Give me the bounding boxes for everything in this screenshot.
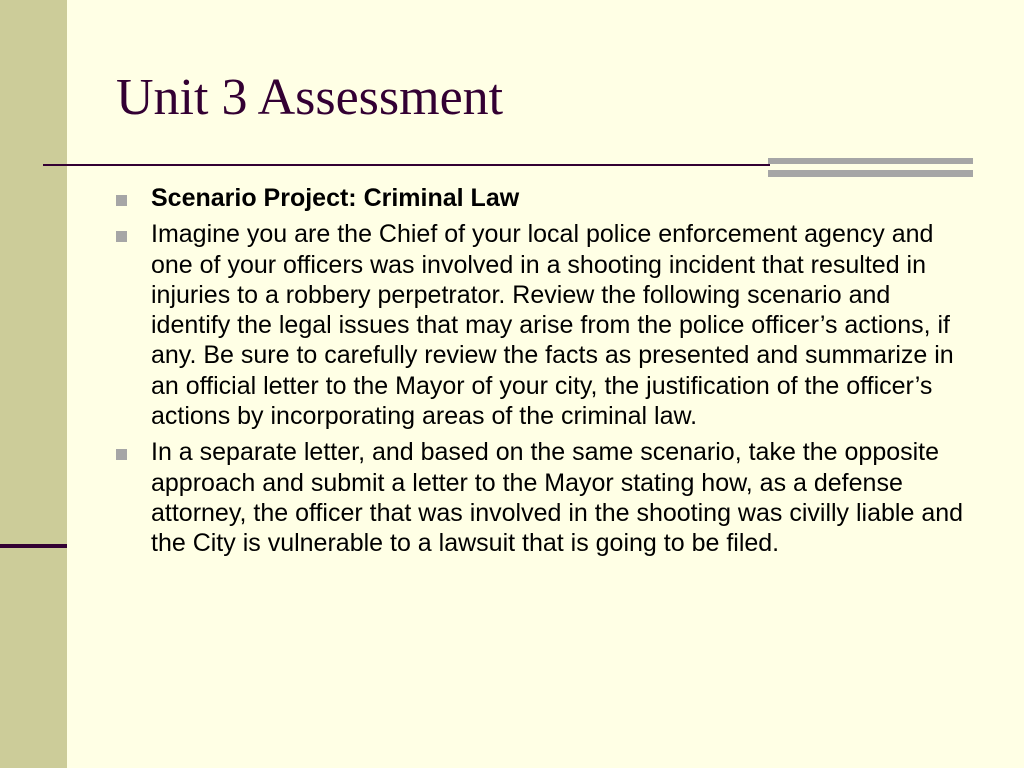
bullet-text: Imagine you are the Chief of your local police enforcement agency and one of your officers was involved in a shooting incident that resulted in injuries to a robbery perpetrator. Review the following scenario and identify the legal issues that may arise from the police officer’s actions, if any. Be sure to carefully review the facts as presented and summarize in an official letter to the Mayor of your city, the justification of the officer’s actions by incorporating areas of the criminal law. — [151, 220, 954, 431]
side-decoration-bar — [0, 0, 67, 768]
bullet-item-defense — [115, 437, 975, 558]
slide-title: Unit 3 Assessment — [116, 69, 504, 126]
accent-bar-top — [768, 158, 973, 164]
bullet-item-heading — [115, 183, 975, 213]
bullet-list — [115, 183, 975, 565]
title-divider — [43, 164, 770, 166]
accent-bar-bottom — [768, 170, 973, 177]
side-decoration-rule — [0, 544, 67, 548]
square-bullet-icon — [116, 449, 127, 460]
square-bullet-icon — [116, 231, 127, 242]
bullet-text: Scenario Project: Criminal Law — [151, 184, 520, 212]
bullet-text: In a separate letter, and based on the same scenario, take the opposite approach and submit a letter to the Mayor stating how, as a defense attorney, the officer that was involved in the shooting was civilly liable and the City is vulnerable to a lawsuit that is going to be filed. — [151, 438, 964, 558]
bullet-item-scenario — [115, 219, 975, 431]
square-bullet-icon — [116, 195, 127, 206]
